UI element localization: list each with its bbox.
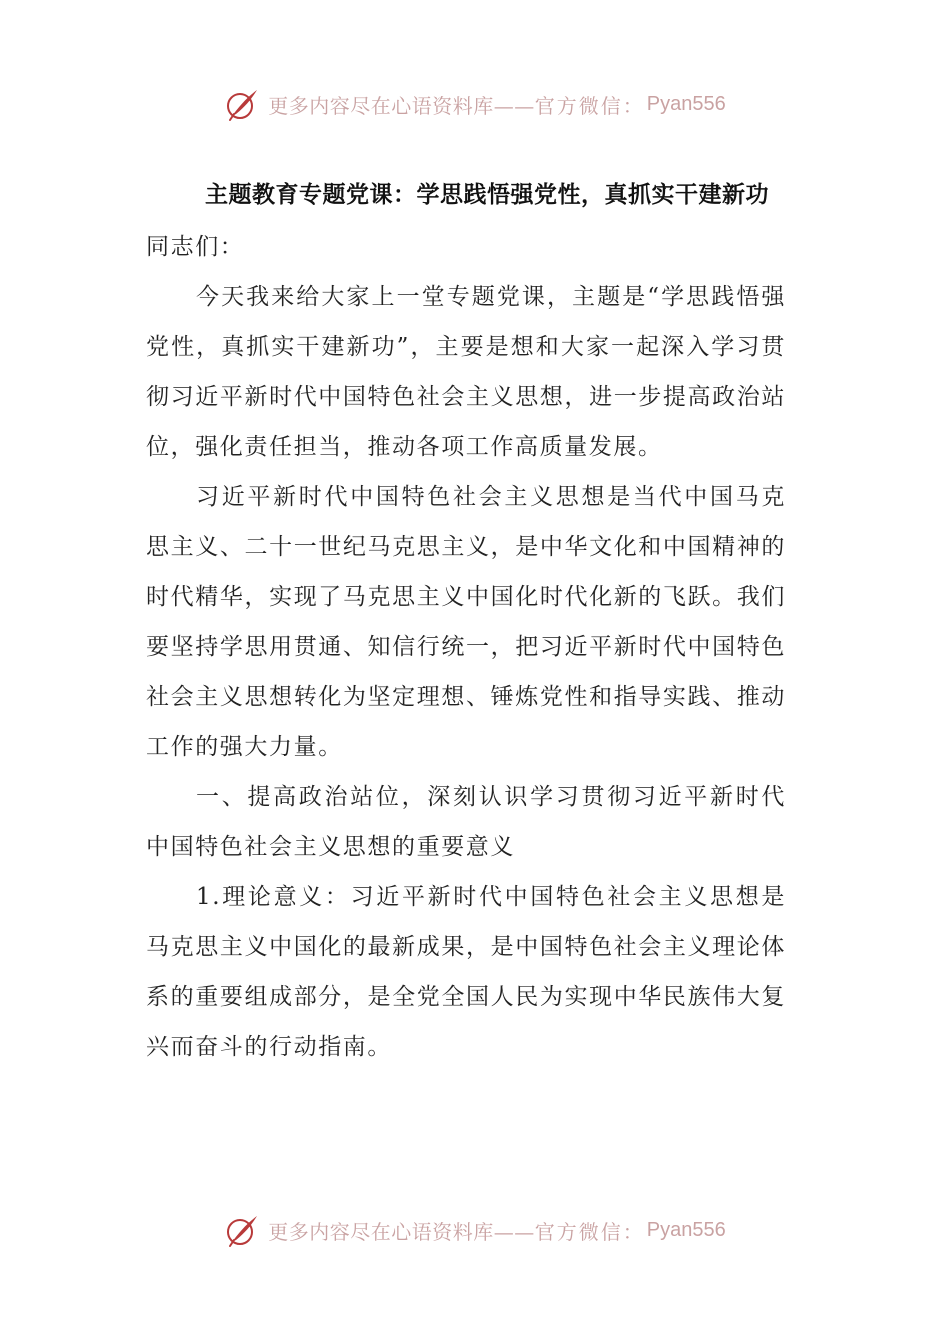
paragraph-1: 今天我来给大家上一堂专题党课，主题是“学思践悟强党性，真抓实干建新功”，主要是想和大家一起深入学习贯彻习近平新时代中国特色社会主义思想，进一步提高政治站位，强化责任担当，推动各项工作高质量发展。	[146, 284, 786, 460]
quill-logo-icon	[224, 86, 260, 122]
header-banner	[0, 82, 950, 126]
banner-wechat-label: 官方微信：	[534, 93, 645, 118]
banner-site-text: 更多内容尽在心语资料库——	[268, 1219, 535, 1244]
document-body	[146, 222, 786, 1072]
banner-wechat-id: Pyan556	[646, 1218, 726, 1241]
paragraph-3: 1.理论意义：习近平新时代中国特色社会主义思想是马克思主义中国化的最新成果，是中国特色社会主义理论体系的重要组成部分，是全党全国人民为实现中华民族伟大复兴而奋斗的行动指南。	[146, 884, 786, 1060]
footer-banner	[0, 1208, 950, 1252]
greeting: 同志们：	[146, 234, 245, 260]
section-heading-1: 一、提高政治站位，深刻认识学习贯彻习近平新时代中国特色社会主义思想的重要意义	[146, 784, 786, 860]
banner-site-text: 更多内容尽在心语资料库——	[268, 93, 535, 118]
quill-logo-icon	[224, 1212, 260, 1248]
document-title: 主题教育专题党课：学思践悟强党性，真抓实干建新功	[205, 181, 769, 208]
banner-wechat-label: 官方微信：	[534, 1219, 645, 1244]
banner-wechat-id: Pyan556	[646, 92, 726, 115]
paragraph-2: 习近平新时代中国特色社会主义思想是当代中国马克思主义、二十一世纪马克思主义，是中华文化和中国精神的时代精华，实现了马克思主义中国化时代化新的飞跃。我们要坚持学思用贯通、知信行统一，把习近平新时代中国特色社会主义思想转化为坚定理想、锤炼党性和指导实践、推动工作的强大力量。	[146, 484, 786, 760]
